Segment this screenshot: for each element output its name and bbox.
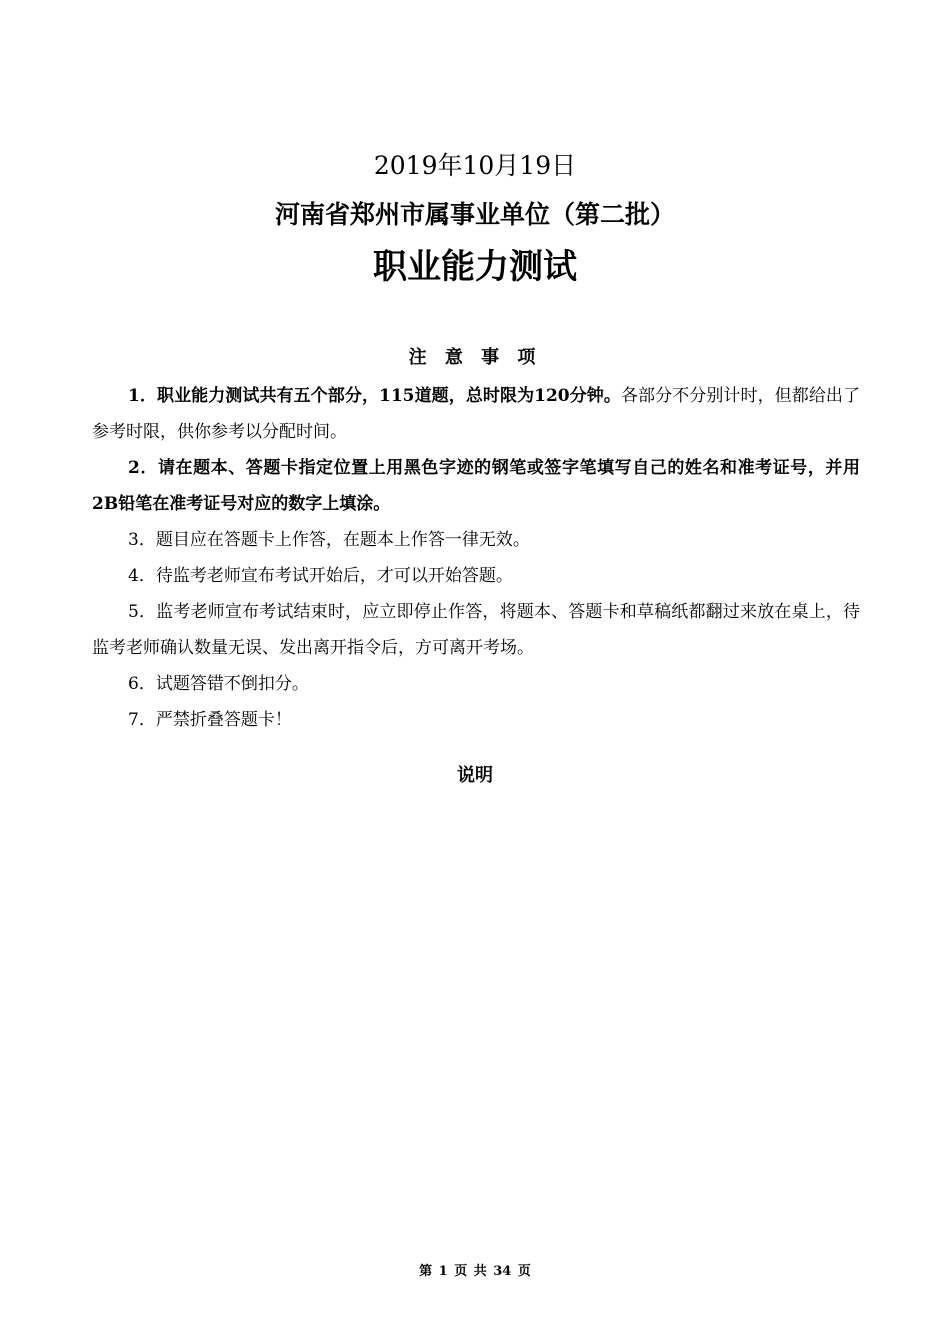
page-footer: 第 1 页 共 34 页 <box>419 1264 531 1279</box>
notice-item-2-bold: 2．请在题本、答题卡指定位置上用黑色字迹的钢笔或签字笔填写自己的姓名和准考证号，并用2B铅笔在准考证号对应的数字上填涂。 <box>92 458 860 514</box>
notice-item-5 <box>92 594 860 666</box>
notice-item-3-text: 3．题目应在答题卡上作答，在题本上作答一律无效。 <box>128 530 530 550</box>
notice-item-6-text: 6．试题答错不倒扣分。 <box>128 674 309 694</box>
notice-item-1-text: 各部分不分别计时，但都给出了参考时限，供你参考以分配时间。 <box>92 386 860 442</box>
notice-item-3 <box>92 522 860 558</box>
notice-item-4 <box>92 558 860 594</box>
notice-item-4-text: 4．待监考老师宣布考试开始后，才可以开始答题。 <box>128 566 513 586</box>
notice-item-1 <box>92 378 860 450</box>
notice-list <box>92 378 860 738</box>
notice-item-1-bold: 1．职业能力测试共有五个部分，115道题，总时限为120分钟。 <box>128 386 621 406</box>
notice-item-5-text: 5．监考老师宣布考试结束时，应立即停止作答，将题本、答题卡和草稿纸都翻过来放在桌上，待监考老师确认数量无误、发出离开指令后，方可离开考场。 <box>92 602 860 658</box>
notice-heading: 注 意 事 项 <box>408 347 542 368</box>
exam-title: 职业能力测试 <box>373 247 577 287</box>
exam-date: 2019年10月19日 <box>373 151 577 180</box>
notice-item-2 <box>92 450 860 522</box>
explain-heading: 说明 <box>457 765 493 786</box>
notice-item-7 <box>92 702 860 738</box>
exam-subtitle: 河南省郑州市属事业单位（第二批） <box>274 200 675 229</box>
notice-item-6 <box>92 666 860 702</box>
notice-item-7-text: 7．严禁折叠答题卡！ <box>128 710 292 730</box>
